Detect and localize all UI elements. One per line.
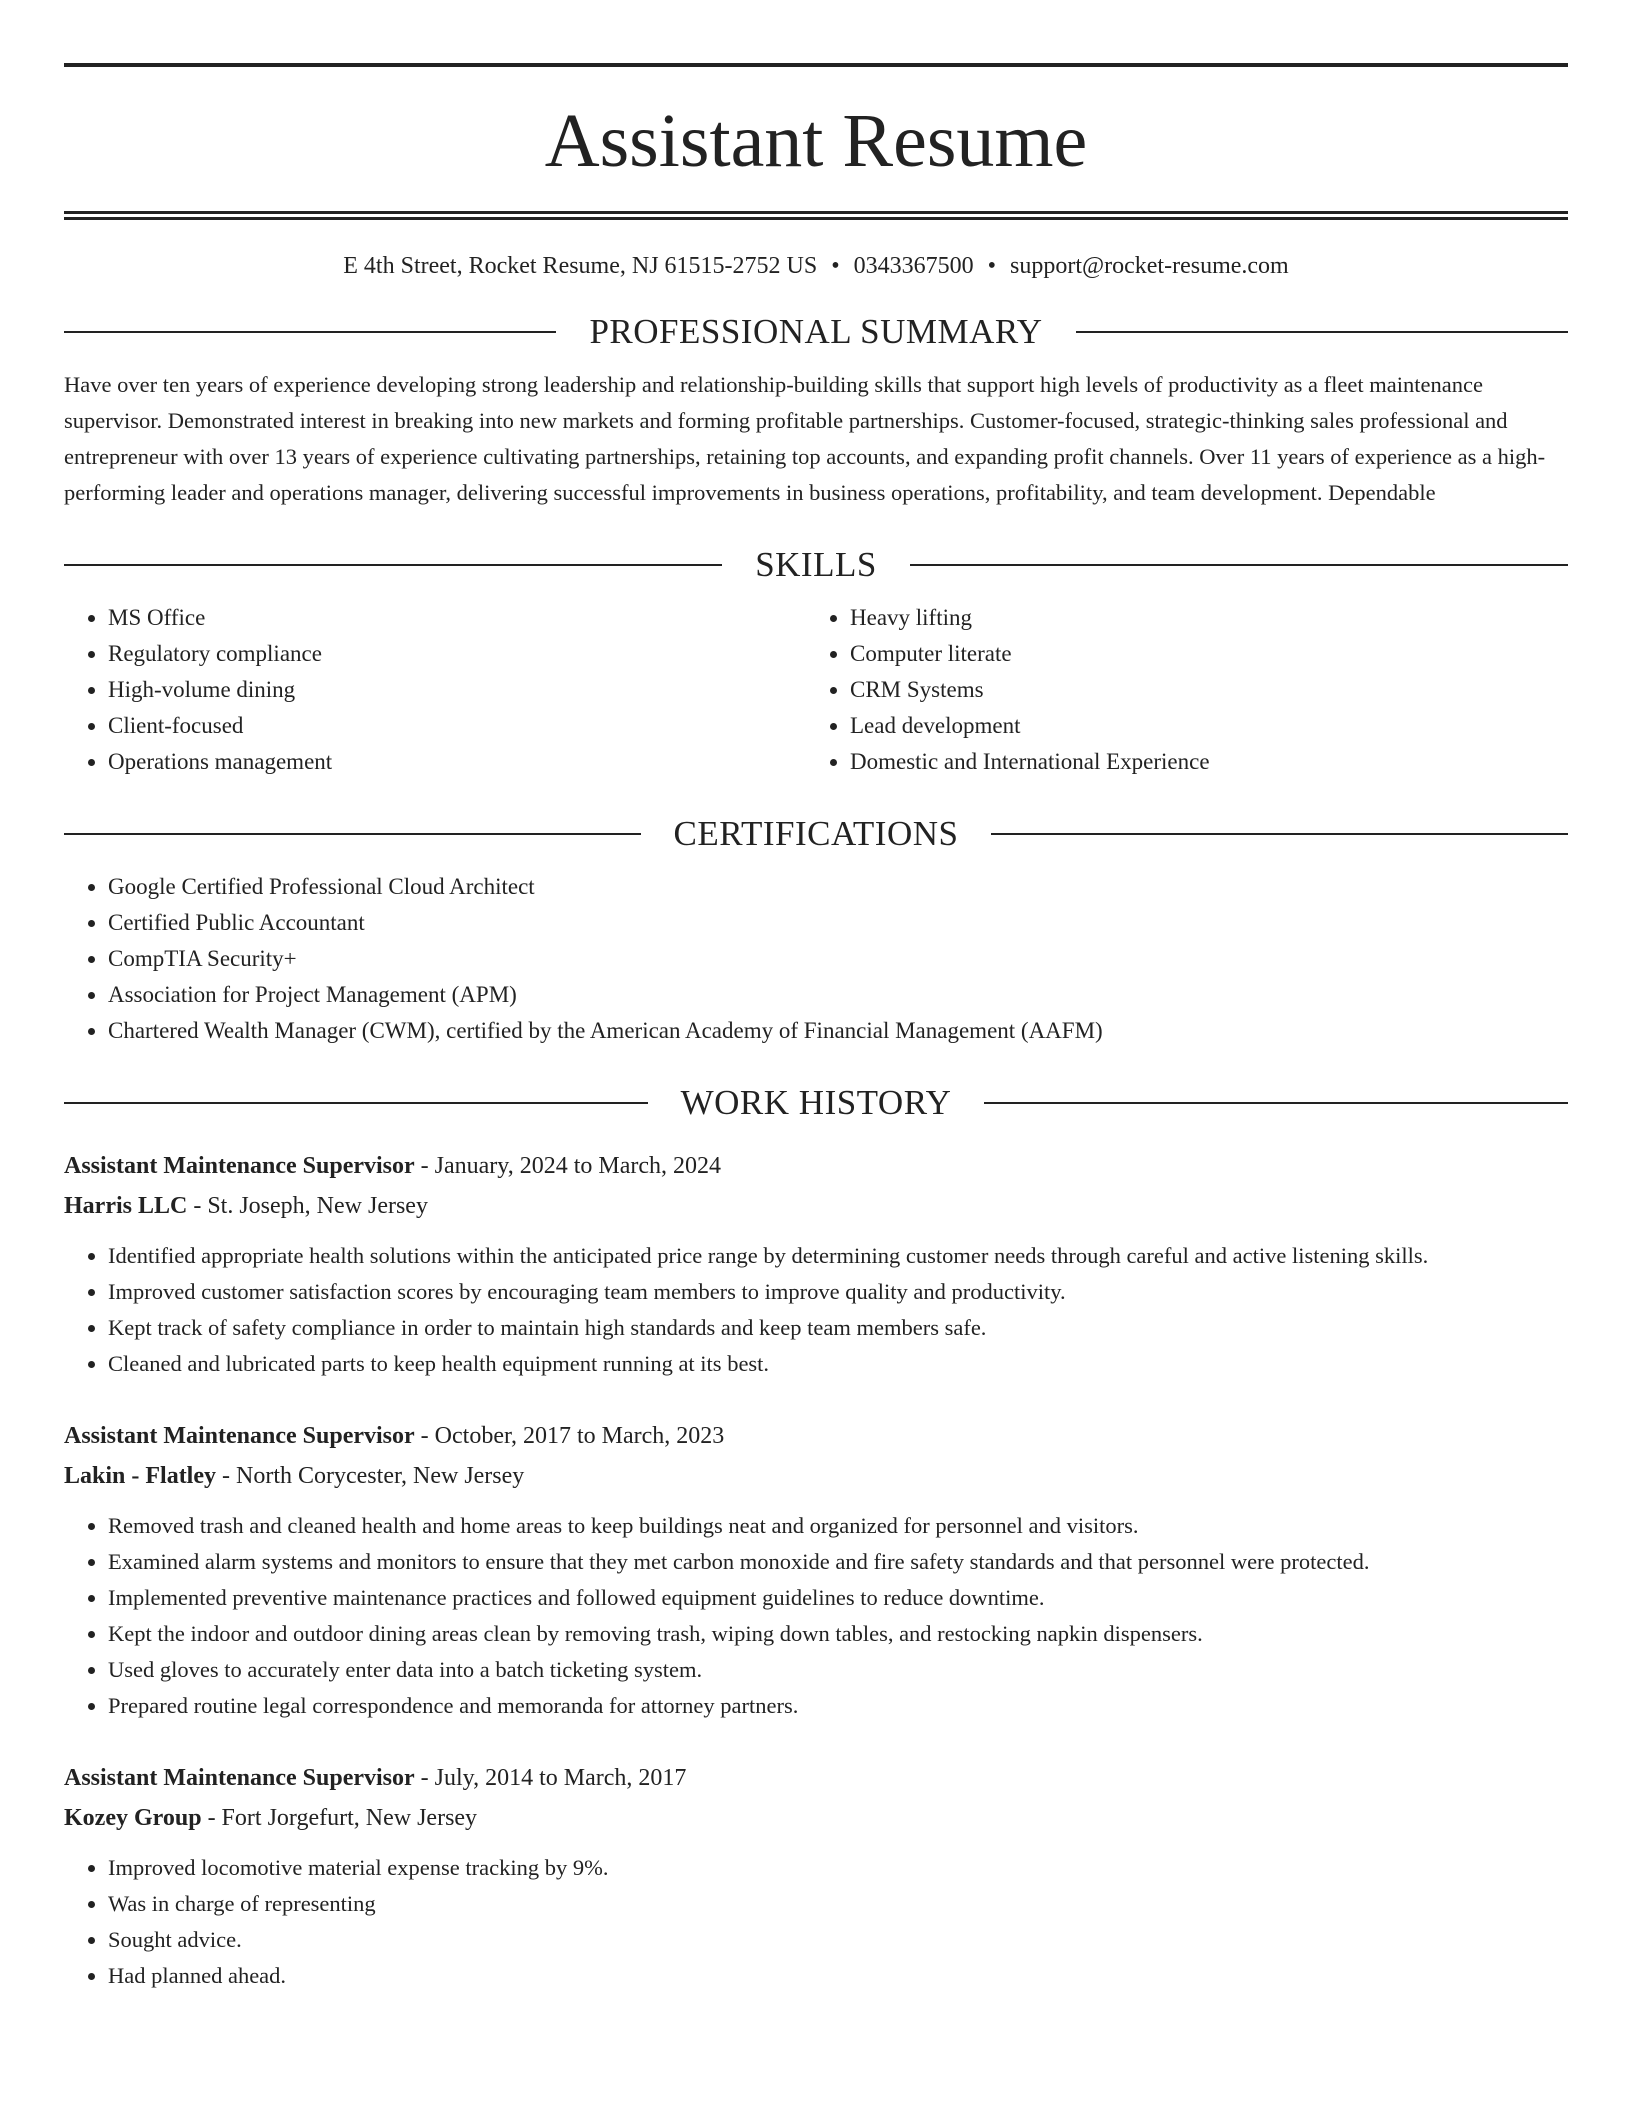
job-location: - Fort Jorgefurt, New Jersey xyxy=(201,1805,478,1831)
skill-item: • High-volume dining xyxy=(108,672,806,708)
skills-list-left xyxy=(64,600,806,780)
job-company: Kozey Group xyxy=(64,1805,202,1831)
certification-item: • Google Certified Professional Cloud Architect xyxy=(108,869,1568,905)
heading-rule-left xyxy=(64,1102,648,1104)
contact-address: E 4th Street, Rocket Resume, NJ 61515-2752 US xyxy=(343,253,818,279)
job-duties xyxy=(64,1508,1568,1724)
work-heading xyxy=(64,1085,1568,1120)
job-title: Assistant Maintenance Supervisor xyxy=(64,1153,415,1179)
heading-rule-right xyxy=(910,564,1568,566)
job-duties xyxy=(64,1850,1568,1994)
skills-grid xyxy=(64,582,1568,780)
job-location: - St. Joseph, New Jersey xyxy=(187,1193,428,1219)
certifications-list xyxy=(64,869,1568,1049)
job-duty: • Used gloves to accurately enter data into a batch ticketing system. xyxy=(108,1652,1568,1688)
job-duty: • Had planned ahead. xyxy=(108,1958,1568,1994)
job-title-line xyxy=(64,1758,1568,1798)
job-entry xyxy=(64,1146,1568,1382)
job-dates: - October, 2017 to March, 2023 xyxy=(414,1423,725,1449)
contact-email: support@rocket-resume.com xyxy=(1010,253,1289,279)
job-duty: • Kept track of safety compliance in order to maintain high standards and keep team members safe. xyxy=(108,1310,1568,1346)
job-duty: • Improved customer satisfaction scores by encouraging team members to improve quality and productivity. xyxy=(108,1274,1568,1310)
top-rule xyxy=(64,63,1568,67)
certification-item: • Certified Public Accountant xyxy=(108,905,1568,941)
job-duty: • Examined alarm systems and monitors to ensure that they met carbon monoxide and fire safety standards and that personnel were protected. xyxy=(108,1544,1568,1580)
job-duty: • Identified appropriate health solutions within the anticipated price range by determining customer needs through careful and active listening skills. xyxy=(108,1238,1568,1274)
job-duties xyxy=(64,1238,1568,1382)
job-company-line xyxy=(64,1186,1568,1226)
job-company-line xyxy=(64,1798,1568,1838)
job-title: Assistant Maintenance Supervisor xyxy=(64,1423,415,1449)
skill-item: • Heavy lifting xyxy=(850,600,1548,636)
heading-rule-right xyxy=(984,1102,1568,1104)
job-duty: • Removed trash and cleaned health and home areas to keep buildings neat and organized for personnel and visitors. xyxy=(108,1508,1568,1544)
job-entry xyxy=(64,1758,1568,1994)
job-duty: • Sought advice. xyxy=(108,1922,1568,1958)
heading-rule-left xyxy=(64,833,641,835)
job-duty: • Was in charge of representing xyxy=(108,1886,1568,1922)
job-location: - North Corycester, New Jersey xyxy=(216,1463,525,1489)
skill-item: • Domestic and International Experience xyxy=(850,744,1548,780)
job-company-line xyxy=(64,1456,1568,1496)
skill-item: • Client-focused xyxy=(108,708,806,744)
certifications-heading xyxy=(64,816,1568,851)
job-entry xyxy=(64,1416,1568,1724)
job-duty: • Implemented preventive maintenance practices and followed equipment guidelines to reduce downtime. xyxy=(108,1580,1568,1616)
job-duty: • Kept the indoor and outdoor dining areas clean by removing trash, wiping down tables, and restocking napkin dispensers. xyxy=(108,1616,1568,1652)
skills-list-right xyxy=(806,600,1548,780)
contact-separator: • xyxy=(831,253,840,279)
heading-rule-right xyxy=(991,833,1568,835)
certification-item: • Chartered Wealth Manager (CWM), certified by the American Academy of Financial Management (AAFM) xyxy=(108,1013,1568,1049)
resume-name: Assistant Resume xyxy=(544,99,1088,183)
job-company: Lakin - Flatley xyxy=(64,1463,217,1489)
contact-separator: • xyxy=(987,253,997,279)
skills-heading xyxy=(64,547,1568,582)
skill-item: • Regulatory compliance xyxy=(108,636,806,672)
skill-item: • Computer literate xyxy=(850,636,1548,672)
double-rule xyxy=(64,211,1568,220)
job-title-line xyxy=(64,1146,1568,1186)
job-title: Assistant Maintenance Supervisor xyxy=(64,1765,415,1791)
job-dates: - July, 2014 to March, 2017 xyxy=(414,1765,687,1791)
skill-item: • Lead development xyxy=(850,708,1548,744)
skill-item: • MS Office xyxy=(108,600,806,636)
summary-heading-text: PROFESSIONAL SUMMARY xyxy=(589,312,1043,351)
job-company: Harris LLC xyxy=(64,1193,188,1219)
contact-line xyxy=(64,254,1568,278)
summary-text: Have over ten years of experience developing strong leadership and relationship-building skills that support high levels of productivity as a fleet maintenance supervisor. Demonstrated interest in breaking into new markets and forming profitable partnerships. Customer-focused, strategic-thinking sales professional and entrepreneur with over 13 years of experience cultivating partnerships, retaining top accounts, and expanding profit channels. Over 11 years of experience as a high-performing leader and operations manager, delivering successful improvements in business operations, profitability, and team development. Dependable xyxy=(64,372,1546,505)
certification-item: • Association for Project Management (APM) xyxy=(108,977,1568,1013)
heading-rule-right xyxy=(1076,331,1568,333)
job-dates: - January, 2024 to March, 2024 xyxy=(414,1153,722,1179)
certifications-heading-text: CERTIFICATIONS xyxy=(673,814,959,853)
contact-phone: 0343367500 xyxy=(853,253,974,279)
skill-item: • Operations management xyxy=(108,744,806,780)
skill-item: • CRM Systems xyxy=(850,672,1548,708)
heading-rule-left xyxy=(64,331,556,333)
certification-item: • CompTIA Security+ xyxy=(108,941,1568,977)
job-duty: • Improved locomotive material expense tracking by 9%. xyxy=(108,1850,1568,1886)
work-heading-text: WORK HISTORY xyxy=(680,1083,952,1122)
job-duty: • Cleaned and lubricated parts to keep health equipment running at its best. xyxy=(108,1346,1568,1382)
job-title-line xyxy=(64,1416,1568,1456)
skills-heading-text: SKILLS xyxy=(755,545,877,584)
job-duty: • Prepared routine legal correspondence and memoranda for attorney partners. xyxy=(108,1688,1568,1724)
summary-heading xyxy=(64,314,1568,349)
heading-rule-left xyxy=(64,564,722,566)
